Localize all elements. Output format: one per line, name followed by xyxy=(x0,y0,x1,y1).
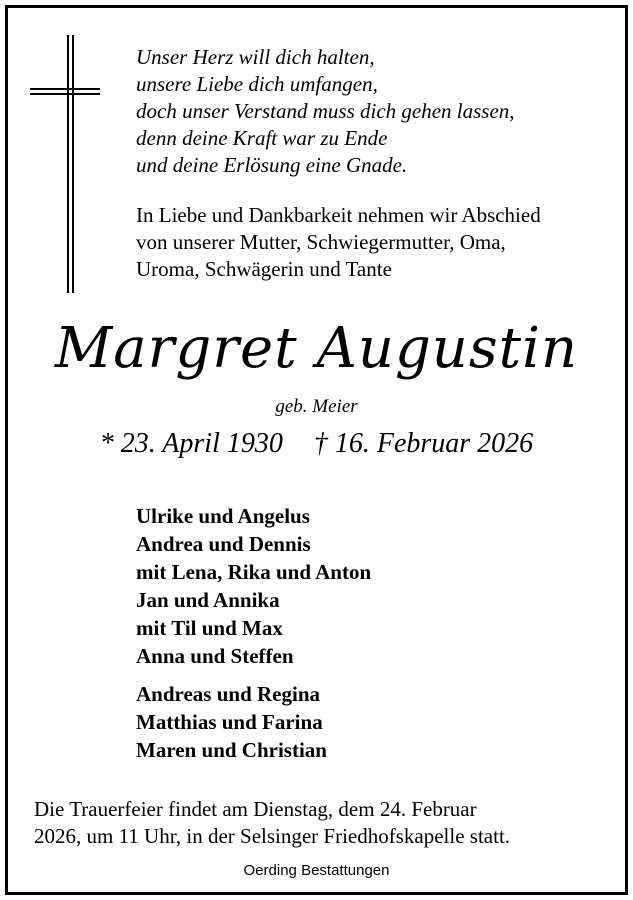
poem-line: Unser Herz will dich halten, xyxy=(136,45,375,69)
farewell-intro xyxy=(136,202,541,283)
intro-line: Uroma, Schwägerin und Tante xyxy=(136,257,392,281)
life-dates xyxy=(0,428,633,460)
mourner-line: Andrea und Dennis xyxy=(136,532,311,556)
death-date: † 16. Februar 2026 xyxy=(313,428,534,459)
poem-line: unsere Liebe dich umfangen, xyxy=(136,72,378,96)
mourner-line: Ulrike und Angelus xyxy=(136,504,310,528)
intro-line: In Liebe und Dankbarkeit nehmen wir Abschied xyxy=(136,203,541,227)
birth-name: geb. Meier xyxy=(275,396,358,417)
cross-icon xyxy=(30,35,100,295)
service-notice xyxy=(34,796,510,850)
poem-line: denn deine Kraft war zu Ende xyxy=(136,126,388,150)
birth-date: * 23. April 1930 xyxy=(99,428,283,459)
mourner-line: Anna und Steffen xyxy=(136,644,294,668)
mourner-line: Maren und Christian xyxy=(136,738,327,762)
deceased-name: Margret Augustin xyxy=(54,316,579,381)
intro-line: von unserer Mutter, Schwiegermutter, Oma, xyxy=(136,230,506,254)
poem-line: und deine Erlösung eine Gnade. xyxy=(136,153,408,177)
mourner-line: Andreas und Regina xyxy=(136,682,320,706)
mourner-line: mit Til und Max xyxy=(136,616,283,640)
notice-line: Die Trauerfeier findet am Dienstag, dem 24. Februar xyxy=(34,797,477,821)
funeral-home: Oerding Bestattungen xyxy=(243,862,390,879)
poem xyxy=(136,44,515,179)
notice-line: 2026, um 11 Uhr, in der Selsinger Friedhofskapelle statt. xyxy=(34,824,511,848)
mourner-line: Matthias und Farina xyxy=(136,710,323,734)
mourners-list xyxy=(136,502,371,764)
mourner-line: mit Lena, Rika und Anton xyxy=(136,560,372,584)
mourner-line: Jan und Annika xyxy=(136,588,280,612)
poem-line: doch unser Verstand muss dich gehen lassen, xyxy=(136,99,515,123)
